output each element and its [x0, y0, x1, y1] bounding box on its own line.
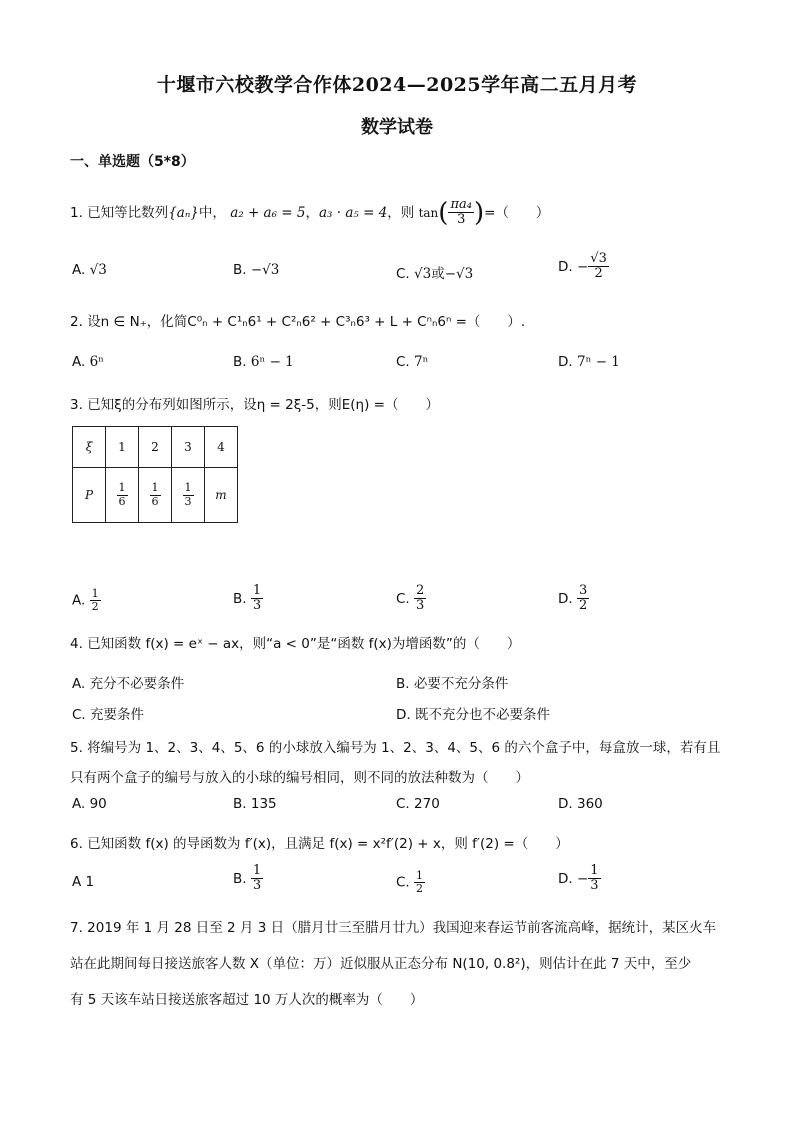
- option-label: C.: [396, 874, 410, 891]
- q4-option-d[interactable]: [396, 703, 550, 723]
- question-text: ，则: [387, 204, 415, 221]
- q2-option-c[interactable]: [396, 354, 428, 370]
- option-label: B.: [233, 870, 247, 887]
- fraction-denominator: 3: [252, 878, 262, 894]
- fraction-numerator: 1: [252, 863, 262, 878]
- option-text: 7ⁿ: [414, 354, 429, 370]
- option-text: 6ⁿ − 1: [250, 354, 294, 370]
- option-label: B.: [233, 590, 247, 607]
- q4-option-a[interactable]: [72, 672, 184, 692]
- table-cell: m: [205, 468, 238, 523]
- question-number: 3.: [70, 397, 83, 413]
- q5-option-c[interactable]: [396, 796, 440, 812]
- q1-option-b[interactable]: [233, 262, 279, 278]
- fraction-denominator: 6: [151, 494, 159, 508]
- question-text: 5. 将编号为 1、2、3、4、5、6 的小球放入编号为 1、2、3、4、5、6 的六个盒子中，每盒放一球，若有且: [70, 740, 721, 756]
- fraction-denominator: 2: [578, 598, 588, 614]
- q3-option-c[interactable]: [396, 584, 426, 614]
- question-text: 已知等比数列: [87, 204, 169, 221]
- option-label: C.: [396, 590, 410, 607]
- cell-fraction: [150, 482, 161, 507]
- option-label: A.: [72, 796, 86, 812]
- q3-option-b[interactable]: [233, 584, 263, 614]
- question-tail: =（ ）: [484, 204, 550, 221]
- option-label: A.: [72, 676, 86, 692]
- table-cell: 1: [106, 427, 139, 468]
- exam-title: 十堰市六校教学合作体2024—2025学年高二五月月考: [156, 74, 638, 96]
- q1-option-a[interactable]: [72, 262, 107, 278]
- q6-option-c[interactable]: [396, 870, 425, 895]
- fraction-denominator: 3: [457, 212, 466, 228]
- option-fraction: [251, 864, 263, 894]
- option-label: B.: [233, 262, 247, 278]
- q5-option-d[interactable]: [558, 796, 603, 812]
- question-1: [70, 198, 730, 228]
- option-label: B.: [233, 354, 247, 370]
- fraction-numerator: 1: [118, 481, 126, 495]
- option-label: C.: [396, 354, 410, 370]
- question-text: 有 5 天该车站日接送旅客超过 10 万人次的概率为（ ）: [70, 992, 424, 1008]
- fraction-numerator: 2: [416, 583, 425, 598]
- exam-subtitle: 数学试卷: [361, 117, 433, 138]
- tan-function: tan: [418, 205, 439, 220]
- question-text: 7. 2019 年 1 月 28 日至 2 月 3 日（腊月廿三至腊月廿九）我国迎来春运节前客流高峰，据统计，某区火车: [70, 920, 717, 936]
- option-text: 充分不必要条件: [89, 676, 185, 692]
- tan-argument-fraction: [448, 198, 474, 228]
- option-label: D.: [558, 870, 573, 887]
- q2-option-a[interactable]: [72, 354, 104, 370]
- fraction-denominator: 3: [416, 598, 425, 614]
- comma: ，: [305, 204, 319, 221]
- question-5: [70, 733, 730, 793]
- option-text: 360: [576, 796, 603, 812]
- cell-fraction: [183, 482, 194, 507]
- fraction-numerator: 1: [590, 863, 599, 878]
- option-label: C.: [396, 796, 410, 812]
- question-text: 只有两个盒子的编号与放入的小球的编号相同，则不同的放法种数为（ ）: [70, 770, 529, 786]
- condition-2: a₃ · a₅ = 4: [319, 204, 388, 221]
- option-text: 270: [414, 796, 440, 812]
- option-text: 1: [85, 874, 95, 890]
- table-cell: [106, 468, 139, 523]
- question-text: 已知函数 f(x) = eˣ − ax，则“a < 0”是“函数 f(x)为增函数”的（ ）: [87, 636, 521, 652]
- paren-open: (: [438, 197, 449, 228]
- minus-sign: −: [576, 870, 589, 887]
- question-6: [70, 834, 730, 854]
- option-fraction: [588, 864, 600, 894]
- fraction-numerator: 1: [184, 481, 192, 495]
- minus-sign: −: [576, 258, 589, 275]
- table-cell: 3: [172, 427, 205, 468]
- fraction-denominator: 6: [118, 494, 126, 508]
- section-heading: 一、单选题（5*8）: [70, 154, 195, 170]
- option-text: 充要条件: [90, 707, 145, 723]
- question-text: 已知ξ的分布列如图所示，设η = 2ξ-5，则E(η) =（ ）: [87, 397, 439, 413]
- table-cell: [139, 468, 172, 523]
- option-label: B.: [396, 676, 410, 692]
- option-text: 既不充分也不必要条件: [414, 707, 550, 723]
- fraction-denominator: 3: [252, 598, 262, 614]
- option-label: A: [72, 874, 82, 890]
- distribution-table: [72, 426, 238, 523]
- fraction-denominator: 2: [416, 882, 424, 896]
- option-fraction: [414, 584, 426, 614]
- table-cell: 4: [205, 427, 238, 468]
- q4-option-c[interactable]: [72, 703, 144, 723]
- option-label: C.: [396, 266, 410, 282]
- paren-close: ): [473, 197, 485, 228]
- question-text: 已知函数 f(x) 的导函数为 f′(x)，且满足 f(x) = x²f′(2) + x，则 f′(2) =（ ）: [87, 836, 569, 852]
- fraction-numerator: πa₄: [450, 197, 472, 212]
- cell-fraction: [117, 482, 128, 507]
- question-4: [70, 634, 730, 654]
- condition-1: a₂ + a₆ = 5: [230, 204, 306, 221]
- fraction-denominator: 3: [184, 494, 192, 508]
- option-text: 必要不充分条件: [413, 676, 509, 692]
- table-cell: P: [73, 468, 106, 523]
- option-label: D.: [558, 796, 573, 812]
- question-7: [70, 910, 730, 1018]
- option-text: √3或−√3: [414, 266, 474, 282]
- question-text: 中，: [198, 204, 226, 221]
- option-label: D.: [558, 590, 573, 607]
- option-text: −√3: [250, 262, 280, 278]
- option-label: B.: [233, 796, 247, 812]
- option-label: C.: [72, 707, 86, 723]
- option-fraction: [251, 584, 263, 614]
- q1-option-d[interactable]: [558, 252, 609, 282]
- question-number: 6.: [70, 836, 83, 852]
- q3-option-d[interactable]: [558, 584, 589, 614]
- table-row: [73, 427, 238, 468]
- option-label: A.: [72, 262, 86, 278]
- q2-option-d[interactable]: [558, 354, 620, 370]
- question-number: 2.: [70, 314, 83, 330]
- q5-option-a[interactable]: [72, 796, 107, 812]
- q6-option-b[interactable]: [233, 864, 263, 894]
- question-text: 设n ∈ N₊，化简C⁰ₙ + C¹ₙ6¹ + C²ₙ6² + C³ₙ6³ + L + Cⁿₙ6ⁿ =（ ）.: [87, 314, 526, 330]
- fraction-denominator: 2: [91, 600, 99, 614]
- sequence-symbol: {aₙ}: [168, 204, 199, 221]
- q4-option-b[interactable]: [396, 672, 508, 692]
- question-2: [70, 312, 730, 332]
- fraction-numerator: 3: [578, 583, 588, 598]
- q5-option-b[interactable]: [233, 796, 277, 812]
- option-label: D.: [396, 707, 411, 723]
- option-label: D.: [558, 354, 573, 370]
- table-cell: 2: [139, 427, 172, 468]
- option-label: D.: [558, 258, 573, 275]
- question-number: 4.: [70, 636, 83, 652]
- table-cell: [172, 468, 205, 523]
- fraction-numerator: 1: [416, 869, 424, 882]
- option-text: 7ⁿ − 1: [576, 354, 620, 370]
- table-cell: ξ: [73, 427, 106, 468]
- question-3: [70, 395, 730, 415]
- q6-option-d[interactable]: [558, 864, 601, 894]
- question-number: 1.: [70, 204, 83, 221]
- fraction-denominator: 2: [594, 266, 603, 282]
- option-text: 135: [250, 796, 277, 812]
- option-label: A.: [72, 354, 86, 370]
- q6-option-a[interactable]: [72, 874, 94, 890]
- q3-option-a[interactable]: [72, 588, 101, 613]
- option-fraction: [414, 870, 425, 895]
- option-label: A.: [72, 592, 86, 609]
- option-text: 6ⁿ: [89, 354, 105, 370]
- option-text: √3: [89, 262, 107, 278]
- fraction-denominator: 3: [590, 878, 599, 894]
- question-text: 站在此期间每日接送旅客人数 X（单位：万）近似服从正态分布 N(10, 0.8²)，则估计在此 7 天中，至少: [70, 956, 692, 972]
- table-row: [73, 468, 238, 523]
- q2-option-b[interactable]: [233, 354, 294, 370]
- option-fraction: [588, 252, 609, 282]
- option-fraction: [577, 584, 589, 614]
- option-fraction: [90, 588, 101, 613]
- q1-option-c[interactable]: [396, 262, 473, 282]
- option-text: 90: [89, 796, 107, 812]
- fraction-numerator: 1: [151, 481, 159, 495]
- fraction-numerator: 1: [91, 587, 99, 600]
- fraction-numerator: √3: [590, 251, 607, 266]
- fraction-numerator: 1: [252, 583, 262, 598]
